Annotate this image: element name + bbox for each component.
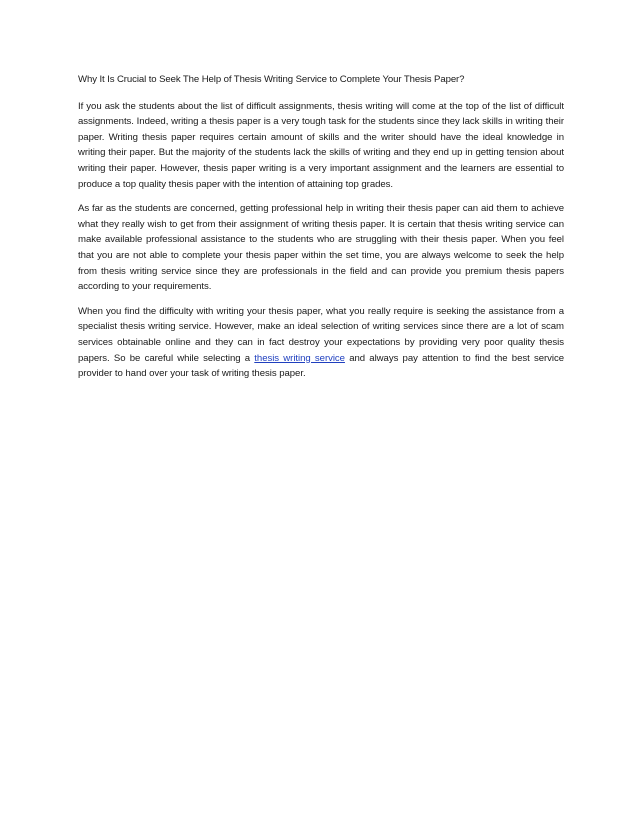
paragraph-1: If you ask the students about the list of difficult assignments, thesis writing will come at the top of the list of difficult assignments. Indeed, writing a thesis paper is a very tough task for the students since they lack skills in writing their paper. Writing thesis paper requires certain amount of skills and the writer should have the ideal knowledge in writing their paper. But the majority of the students lack the skills of writing and they end up in getting tension about writing their paper. However, thesis paper writing is a very important assignment and the learners are essential to produce a top quality thesis paper with the intention of attaining top grades. [78,100,564,190]
document-title: Why It Is Crucial to Seek The Help of Thesis Writing Service to Complete Your Thesis Paper? [78,74,465,85]
paragraph-3-text-before-link: When you find the difficulty with writing your thesis paper, what you really require is seeking the assistance from a specialist thesis writing service. However, make an ideal selection of writing services since there are a lot of scam services obtainable online and they can in fact destroy your expectations by providing very poor quality thesis papers. So be careful while selecting a [78,305,564,364]
paragraph-3-text-after-link: and always pay attention to find the best service provider to hand over your task of writing thesis paper. [78,352,564,380]
paragraph-2: As far as the students are concerned, getting professional help in writing their thesis paper can aid them to achieve what they really wish to get from their assignment of writing thesis paper. It is certain that thesis writing service can make available professional assistance to the students who are struggling with their thesis paper. When you feel that you are not able to complete your thesis paper within the set time, you are always welcome to seek the help from thesis writing service since they are professionals in the field and can provide you premium thesis papers according to your requirements. [78,203,564,293]
document-body [78,72,564,391]
paragraph-3 [78,304,564,382]
thesis-writing-service-link[interactable]: thesis writing service [254,352,345,364]
